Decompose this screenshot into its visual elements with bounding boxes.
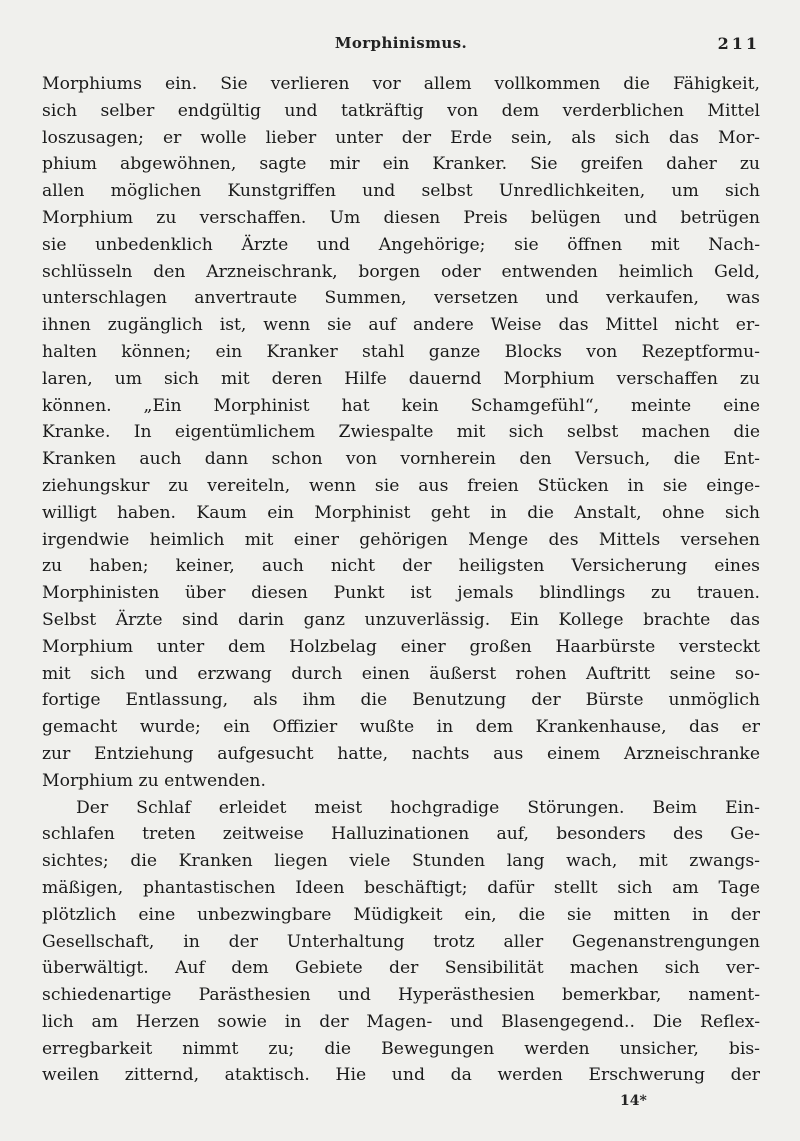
text-line: loszusagen; er wolle lieber unter der Erde sein, als sich das Mor-: [42, 127, 760, 148]
text-line: Kranke. In eigentümlichem Zwiespalte mit sich selbst machen die: [42, 422, 760, 443]
text-line: Morphinisten über diesen Punkt ist jemals blindlings zu trauen.: [42, 583, 760, 604]
text-line: phium abgewöhnen, sagte mir ein Kranker. Sie greifen daher zu: [42, 154, 760, 175]
text-line: Kranken auch dann schon von vornherein den Versuch, die Ent-: [42, 449, 760, 470]
running-head: Morphinismus.: [334, 34, 468, 52]
text-line: schlüsseln den Arzneischrank, borgen oder entwenden heimlich Geld,: [42, 261, 760, 282]
text-line: Der Schlaf erleidet meist hochgradige Störungen. Beim Ein-: [76, 797, 760, 818]
text-line: sie unbedenklich Ärzte und Angehörige; sie öffnen mit Nach-: [42, 234, 760, 255]
text-line: mäßigen, phantastischen Ideen beschäftigt; dafür stellt sich am Tage: [42, 877, 760, 898]
text-line: können. „Ein Morphinist hat kein Schamgefühl“, meinte eine: [42, 395, 760, 416]
text-line: schiedenartige Parästhesien und Hyperästhesien bemerkbar, nament-: [42, 985, 760, 1006]
text-line: erregbarkeit nimmt zu; die Bewegungen werden unsicher, bis-: [42, 1038, 760, 1059]
text-line: irgendwie heimlich mit einer gehörigen Menge des Mittels versehen: [42, 529, 760, 550]
text-line: Morphium zu verschaffen. Um diesen Preis belügen und betrügen: [42, 207, 760, 228]
text-line: sichtes; die Kranken liegen viele Stunden lang wach, mit zwangs-: [42, 851, 760, 872]
text-line: ihnen zugänglich ist, wenn sie auf andere Weise das Mittel nicht er-: [42, 315, 760, 336]
text-line: fortige Entlassung, als ihm die Benutzung der Bürste unmöglich: [42, 690, 760, 711]
body-text: [42, 71, 760, 1089]
text-line: willigt haben. Kaum ein Morphinist geht in die Anstalt, ohne sich: [42, 502, 760, 523]
signature-mark: 14*: [620, 1093, 647, 1109]
text-line: halten können; ein Kranker stahl ganze Blocks von Rezeptformu-: [42, 341, 760, 362]
page-header: [42, 34, 760, 56]
text-line: Morphiums ein. Sie verlieren vor allem vollkommen die Fähigkeit,: [42, 74, 760, 94]
text-line: lich am Herzen sowie in der Magen- und Blasengegend.. Die Reflex-: [42, 1011, 760, 1032]
text-line: allen möglichen Kunstgriffen und selbst Unredlichkeiten, um sich: [42, 181, 760, 202]
text-line: plötzlich eine unbezwingbare Müdigkeit ein, die sie mitten in der: [42, 904, 760, 925]
text-line: ziehungskur zu vereiteln, wenn sie aus freien Stücken in sie einge-: [42, 475, 760, 496]
text-line: Morphium unter dem Holzbelag einer großen Haarbürste versteckt: [42, 636, 760, 657]
text-line: mit sich und erzwang durch einen äußerst rohen Auftritt seine so-: [42, 663, 760, 684]
text-line: zur Entziehung aufgesucht hatte, nachts aus einem Arzneischranke: [42, 743, 760, 764]
text-line: weilen zitternd, ataktisch. Hie und da werden Erschwerung der: [42, 1065, 760, 1086]
text-line: Morphium zu entwenden.: [42, 770, 266, 791]
text-line: schlafen treten zeitweise Halluzinationen auf, besonders des Ge-: [42, 824, 760, 845]
text-line: unterschlagen anvertraute Summen, versetzen und verkaufen, was: [42, 288, 760, 309]
text-line: überwältigt. Auf dem Gebiete der Sensibilität machen sich ver-: [42, 958, 760, 979]
text-line: Gesellschaft, in der Unterhaltung trotz aller Gegenanstrengungen: [42, 931, 760, 952]
page-number: 211: [717, 34, 760, 53]
text-line: sich selber endgültig und tatkräftig von dem verderblichen Mittel: [42, 100, 760, 121]
text-line: zu haben; keiner, auch nicht der heiligsten Versicherung eines: [42, 556, 760, 577]
text-line: laren, um sich mit deren Hilfe dauernd Morphium verschaffen zu: [42, 368, 760, 389]
text-line: Selbst Ärzte sind darin ganz unzuverlässig. Ein Kollege brachte das: [42, 609, 760, 630]
text-line: gemacht wurde; ein Offizier wußte in dem Krankenhause, das er: [42, 717, 760, 738]
